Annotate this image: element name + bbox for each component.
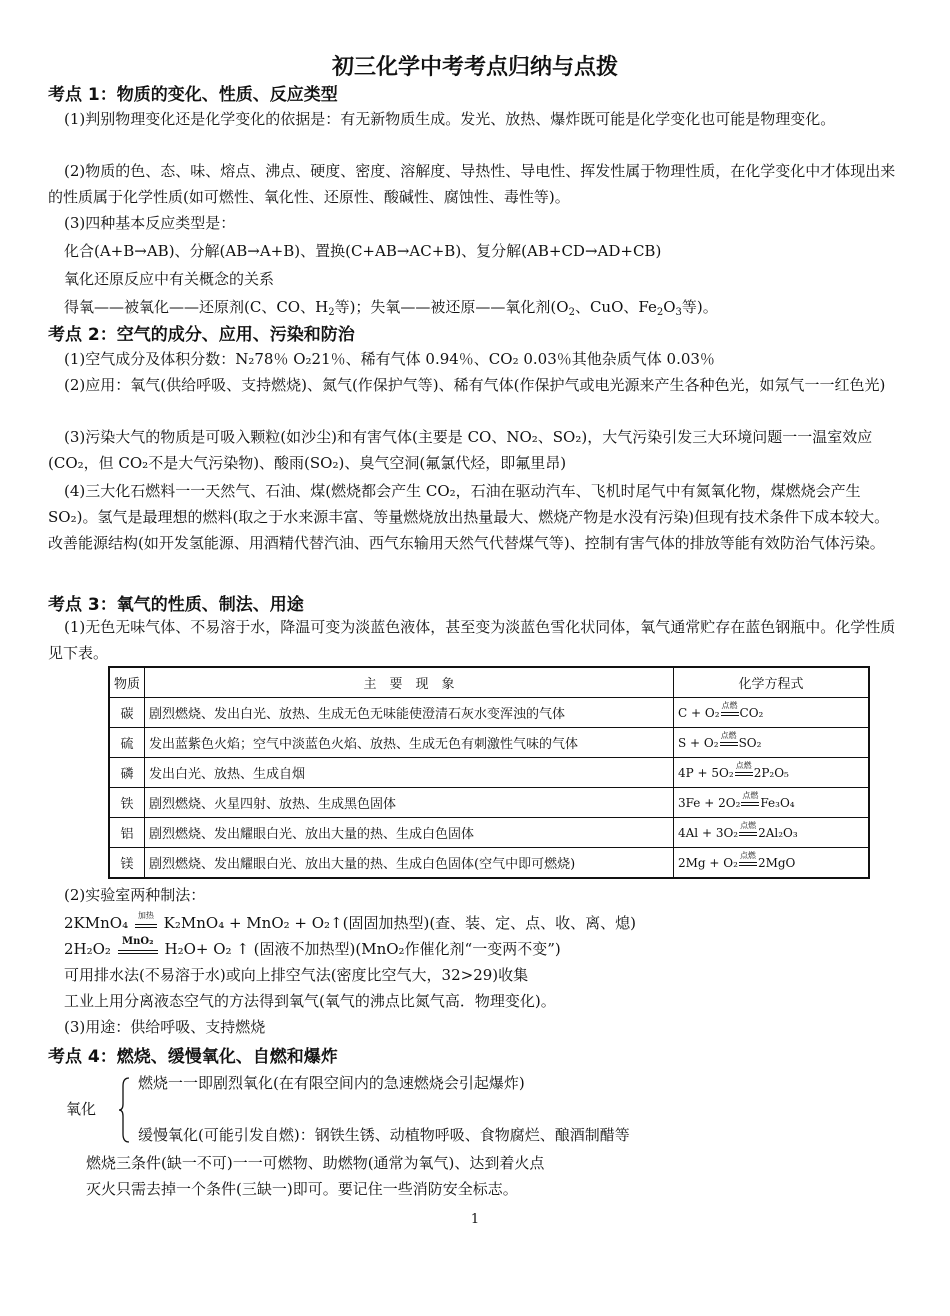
s3-paragraph-2: (2)实验室两种制法： (64, 886, 206, 904)
s1-redox-title: 氧化还原反应中有关概念的关系 (64, 270, 275, 288)
cell-substance: 镁 (109, 848, 145, 879)
s2-paragraph-1: (1)空气成分及体积分数：N₂78％ O₂21％、稀有气体 0.94％、CO₂ 0.03％其他杂质气体 0.03％ (64, 350, 715, 368)
table-row (109, 758, 869, 788)
cell-equation: S + O₂ 点燃 SO₂ (674, 728, 870, 758)
s1-reaction-types: 化合(A+B→AB)、分解(AB→A+B)、置换(C+AB→AC+B)、复分解(AB+CD→AD+CB) (64, 242, 662, 260)
cell-substance: 磷 (109, 758, 145, 788)
cell-phenomenon: 剧烈燃烧、发出耀眼白光、放出大量的热、生成白色固体 (145, 818, 674, 848)
s4-oxidation-label: 氧化 (66, 1100, 97, 1118)
section-3-heading: 考点 3：氧气的性质、制法、用途 (48, 595, 304, 615)
s2-paragraph-4: (4)三大化石燃料一一天然气、石油、煤(燃烧都会产生 CO₂，石油在驱动汽车、飞机时尾气中有氮氧化物，煤燃烧会产生 SO₂)。氢气是最理想的燃料(取之于水来源丰富、等量燃烧放出热量最大、燃烧产物是水没有污染)但现有技术条件下成本较大。改善能源结构(如开发氢能源、用酒精代替汽油、西气东输用天然气代替煤气等)、控制有害气体的排放等能有效防治气体污染。 (48, 482, 890, 552)
s2-paragraph-2: (2)应用：氧气(供给呼吸、支持燃烧)、氮气(作保护气等)、稀有气体(作保护气或电光源来产生各种色光，如氖气一一红色光) (64, 376, 886, 394)
cell-phenomenon: 剧烈燃烧、发出耀眼白光、放出大量的热、生成白色固体(空气中即可燃烧) (145, 848, 674, 879)
oxygen-properties-table (108, 666, 870, 879)
s4-branch-combustion: 燃烧一一即剧烈氧化(在有限空间内的急速燃烧会引起爆炸) (138, 1074, 525, 1092)
s1-paragraph-1: (1)判别物理变化还是化学变化的依据是：有无新物质生成。发光、放热、爆炸既可能是化学变化也可能是物理变化。 (64, 110, 836, 128)
cell-equation: 2Mg + O₂ 点燃 2MgO (674, 848, 870, 879)
table-row (109, 788, 869, 818)
s4-paragraph-2: 灭火只需去掉一个条件(三缺一)即可。要记住一些消防安全标志。 (86, 1180, 518, 1198)
cell-substance: 硫 (109, 728, 145, 758)
section-2-heading: 考点 2：空气的成分、应用、污染和防治 (48, 325, 355, 345)
s3-paragraph-4: 工业上用分离液态空气的方法得到氧气(氧气的沸点比氮气高．物理变化)。 (64, 992, 556, 1010)
s3-equation-2: 2H₂O₂ MnO₂ H₂O+ O₂ ↑ (固液不加热型)(MnO₂作催化剂“一变两不变”) (64, 936, 561, 958)
cell-equation: 4P + 5O₂ 点燃 2P₂O₅ (674, 758, 870, 788)
table-row (109, 848, 869, 879)
s1-redox-relation: 得氧——被氧化——还原剂(C、CO、$H_2$等)；失氧——被还原——氧化剂($O_2$、CuO、$Fe_2O_3$等)。 (64, 298, 718, 318)
header-phenomenon: 主 要 现 象 (145, 667, 674, 698)
cell-substance: 碳 (109, 698, 145, 728)
cell-equation: C + O₂ 点燃 CO₂ (674, 698, 870, 728)
cell-substance: 铝 (109, 818, 145, 848)
s3-paragraph-3: 可用排水法(不易溶于水)或向上排空气法(密度比空气大，32>29)收集 (64, 966, 529, 984)
cell-substance: 铁 (109, 788, 145, 818)
header-equation: 化学方程式 (674, 667, 870, 698)
cell-phenomenon: 发出蓝紫色火焰；空气中淡蓝色火焰、放热、生成无色有刺激性气味的气体 (145, 728, 674, 758)
cell-equation: 3Fe + 2O₂ 点燃 Fe₃O₄ (674, 788, 870, 818)
s3-paragraph-1: (1)无色无味气体、不易溶于水，降温可变为淡蓝色液体，甚至变为淡蓝色雪化状同体，氧气通常贮存在蓝色钢瓶中。化学性质见下表。 (48, 618, 896, 662)
s4-branch-slow-oxidation: 缓慢氧化(可能引发自燃)：钢铁生锈、动植物呼吸、食物腐烂、酿酒制醋等 (138, 1126, 630, 1144)
s2-paragraph-3: (3)污染大气的物质是可吸入颗粒(如沙尘)和有害气体(主要是 CO、NO₂、SO₂)，大气污染引发三大环境问题一一温室效应(CO₂，但 CO₂不是大气污染物)、酸雨(SO₂)、臭气空洞(氟氯代烃，即氟里昂) (48, 428, 873, 472)
table-row (109, 818, 869, 848)
table-row (109, 728, 869, 758)
cell-phenomenon: 剧烈燃烧、发出白光、放热、生成无色无味能使澄清石灰水变浑浊的气体 (145, 698, 674, 728)
brace-icon (118, 1076, 130, 1144)
table-row (109, 698, 869, 728)
page-number: 1 (470, 1212, 480, 1227)
cell-equation: 4Al + 3O₂ 点燃 2Al₂O₃ (674, 818, 870, 848)
table-header-row (109, 667, 869, 698)
cell-phenomenon: 发出白光、放热、生成自烟 (145, 758, 674, 788)
section-1-heading: 考点 1：物质的变化、性质、反应类型 (48, 85, 338, 105)
section-4-heading: 考点 4：燃烧、缓慢氧化、自燃和爆炸 (48, 1047, 338, 1067)
s1-paragraph-2: (2)物质的色、态、味、熔点、沸点、硬度、密度、溶解度、导热性、导电性、挥发性属于物理性质，在化学变化中才体现出来的性质属于化学性质(如可燃性、氧化性、还原性、酸碱性、腐蚀性、毒性等)。 (48, 162, 896, 206)
s3-equation-1: 2KMnO₄ 加热 K₂MnO₄ + MnO₂ + O₂↑(固固加热型)(查、装、定、点、收、离、熄) (64, 911, 637, 932)
s1-paragraph-3: (3)四种基本反应类型是： (64, 214, 236, 232)
cell-phenomenon: 剧烈燃烧、火星四射、放热、生成黑色固体 (145, 788, 674, 818)
header-substance: 物质 (109, 667, 145, 698)
page-title: 初三化学中考考点归纳与点拨 (331, 55, 618, 80)
s3-paragraph-5: (3)用途：供给呼吸、支持燃烧 (64, 1018, 266, 1036)
s4-paragraph-1: 燃烧三条件(缺一不可)一一可燃物、助燃物(通常为氧气)、达到着火点 (86, 1154, 545, 1172)
